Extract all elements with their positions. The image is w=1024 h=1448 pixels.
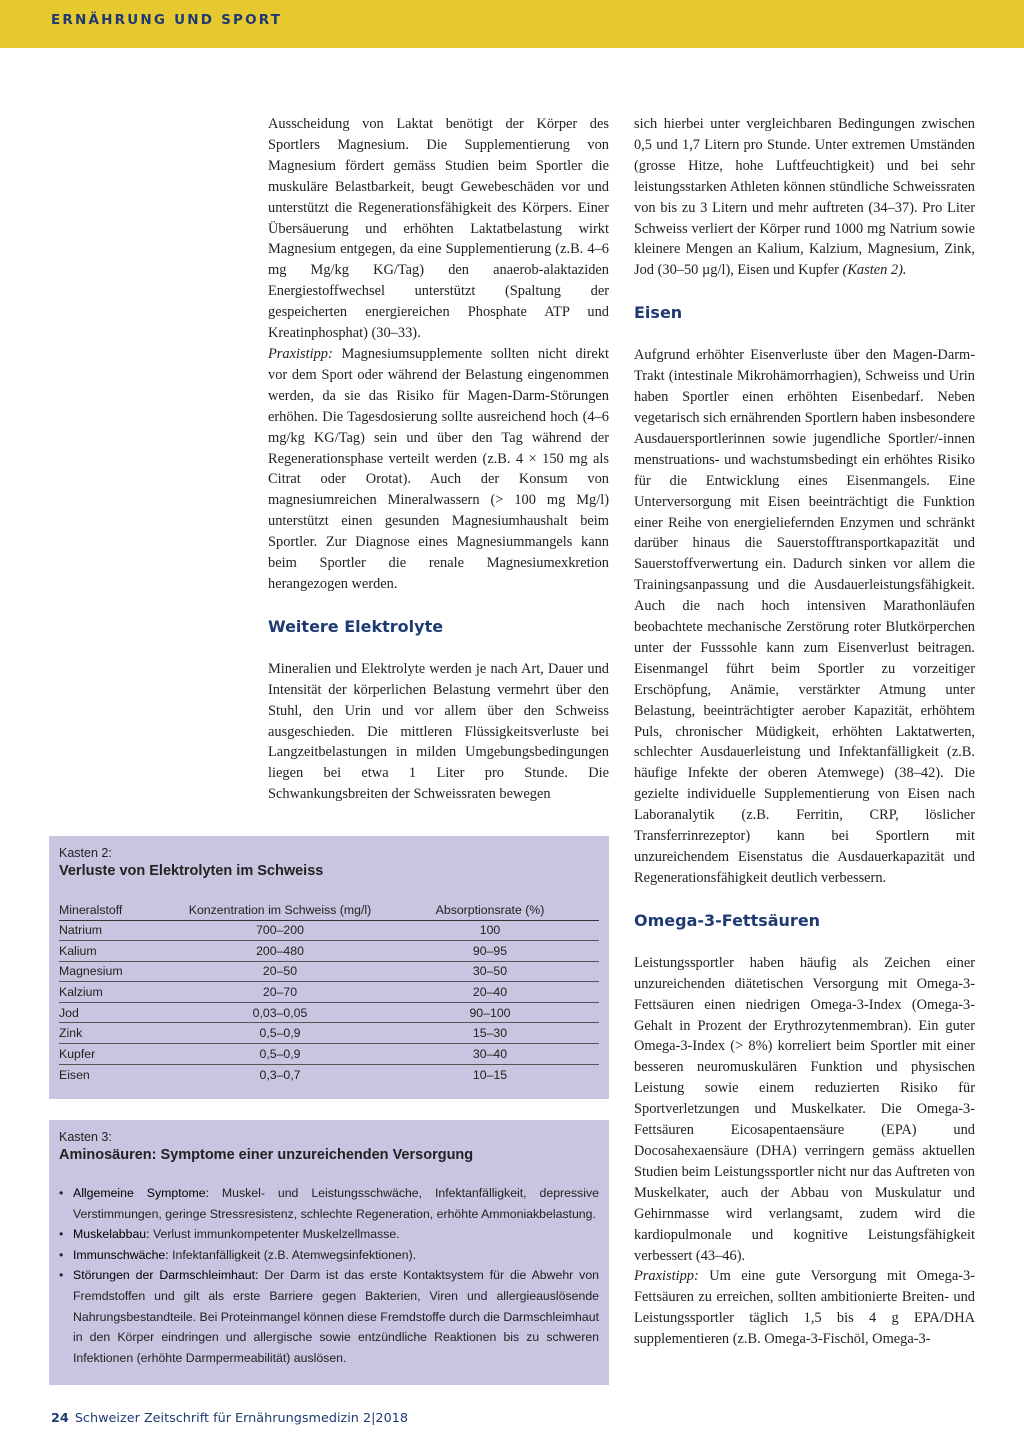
kasten-title: Aminosäuren: Symptome einer unzureichenden Versorgung <box>59 1147 474 1163</box>
left-column <box>268 114 609 805</box>
kasten-label: Kasten 2: <box>59 846 112 860</box>
table-cell: 20–70 <box>179 982 381 1003</box>
list-item <box>59 1245 599 1266</box>
kasten-title: Verluste von Elektrolyten im Schweiss <box>59 863 324 879</box>
table-row <box>59 1023 599 1044</box>
paragraph <box>268 344 609 595</box>
section-title: ERNÄHRUNG UND SPORT <box>51 12 283 28</box>
column-header: Absorptionsrate (%) <box>381 902 599 920</box>
table-cell: 30–40 <box>381 1044 599 1065</box>
table-cell: 700–200 <box>179 920 381 941</box>
table-cell: 15–30 <box>381 1023 599 1044</box>
table-cell: 0,3–0,7 <box>259 1067 301 1082</box>
table-cell: 200–480 <box>179 941 381 962</box>
table-cell: Kalzium <box>59 982 179 1003</box>
column-header: Konzentration im Schweiss (mg/l) <box>179 902 381 920</box>
table-row <box>59 941 599 962</box>
list-item-term: Störungen der Darmschleimhaut: <box>73 1268 259 1283</box>
kasten-2-box <box>49 836 609 1099</box>
table-cell: 100 <box>381 920 599 941</box>
kasten-3-box <box>49 1120 609 1385</box>
table-header-row <box>59 902 599 920</box>
table-cell: 10–15 <box>472 1067 508 1082</box>
heading-weitere-elektrolyte: Weitere Elektrolyte <box>268 616 444 636</box>
table-cell: 0,5–0,9 <box>179 1023 381 1044</box>
table-cell: Jod <box>59 1002 179 1023</box>
table-cell: Magnesium <box>59 961 179 982</box>
table-cell: Natrium <box>59 920 179 941</box>
table-row <box>59 920 599 941</box>
list-item <box>59 1183 599 1224</box>
heading-eisen: Eisen <box>634 303 683 323</box>
table-cell: 90–100 <box>381 1002 599 1023</box>
table-row <box>59 982 599 1003</box>
list-item-term: Allgemeine Symptome: <box>73 1186 209 1200</box>
list-item-term: Muskelabbau: <box>73 1227 150 1242</box>
page-number: 24 <box>51 1411 69 1426</box>
table-row <box>59 1002 599 1023</box>
table-cell: 90–95 <box>381 941 599 962</box>
table-cell: Kalium <box>59 941 179 962</box>
table-row <box>59 1064 599 1085</box>
paragraph <box>634 1266 975 1350</box>
paragraph <box>634 114 975 281</box>
table-cell: 0,03–0,05 <box>179 1002 381 1023</box>
electrolyte-table <box>59 902 599 1085</box>
journal-title: Schweizer Zeitschrift für Ernährungsmedizin 2|2018 <box>74 1411 408 1426</box>
heading-omega-3: Omega-3-Fettsäuren <box>634 910 821 930</box>
list-item-text: Infektanfälligkeit (z.B. Atemwegsinfektionen). <box>168 1247 417 1262</box>
table-cell: Zink <box>59 1023 179 1044</box>
list-item <box>59 1265 599 1368</box>
table-cell: 20–50 <box>179 961 381 982</box>
kasten-reference: (Kasten 2). <box>842 262 907 279</box>
list-item-text: Der Darm ist das erste Kontaktsystem für die Abwehr von Fremdstoffen und gilt als erste Barriere gegen Bakterien, Viren und allergieauslösende Nahrungsbestandteile. Bei Proteinmangel können diese Fremdstoffe durch die Darmschleimhaut in den Körper eindringen und allergische sowie entzündliche Reaktionen bis zu schweren Infektionen (erhöhte Darmpermeabilität) auslösen. <box>73 1268 599 1365</box>
paragraph: Leistungssportler haben häufig als Zeichen einer unzureichenden diätetischen Versorgung mit Omega-3-Fettsäuren einen niedrigen Omega-3-Index (Omega-3-Gehalt in Prozent der Erythrozytenmembran). Ein guter Omega-3-Index (> 8%) korreliert beim Sportler mit einer besseren neuromuskulären Funktion und physischen Leistung sowie einem reduzierten Risiko für Sportverletzungen und Muskelkater. Die Omega-3-Fettsäuren Eicosapentaensäure (EPA) und Docosahexaensäure (DHA) verringern gemäss aktuellen Studien beim Leistungssportler nicht nur das Auftreten von Muskelkater, auch der Abbau von Muskulatur und Gehirnmasse wird verlangsamt, zudem wird die kardiopulmonale und kognitive Leistungsfähigkeit verbessert (43–46). <box>634 954 975 1264</box>
paragraph-text: Magnesiumsupplemente sollten nicht direkt vor dem Sport oder während der Belastung eingenommen werden, da sie das Risiko für Magen-Darm-Störungen erhöhen. Die Tagesdosierung sollte ausreichend hoch (4–6 mg/kg KG/Tag) sein und über den Tag während der Regenerationsphase verteilt werden (z.B. 4 × 150 mg als Citrat oder Orotat). Auch der Konsum von magnesiumreichen Mineralwassern (> 100 mg Mg/l) unterstützt einen gesunden Magnesiumhaushalt beim Sportler. Zur Diagnose eines Magnesiummangels kann beim Sportler die renale Magnesiumexkretion herangezogen werden. <box>268 345 609 592</box>
paragraph-text: Um eine gute Versorgung mit Omega-3-Fettsäuren zu erreichen, sollten ambitionierte Breiten- und Leistungssportler täglich 1,5 bis 4 g EPA/DHA supplementieren (z.B. Omega-3-Fischöl, Omega-3- <box>634 1268 975 1348</box>
table-cell: 20–40 <box>381 982 599 1003</box>
list-item-text: Verlust immunkompetenter Muskelzellmasse. <box>149 1227 400 1242</box>
list-item <box>59 1224 599 1245</box>
table-cell: 0,5–0,9 <box>179 1044 381 1065</box>
list-item-term: Immunschwäche: <box>73 1247 169 1262</box>
paragraph: Mineralien und Elektrolyte werden je nach Art, Dauer und Intensität der körperlichen Belastung vermehrt über den Stuhl, den Urin und vor allem über den Schweiss ausgeschieden. Die mittleren Flüssigkeitsverluste bei Langzeitbelastungen in milden Umgebungsbedingungen liegen bei etwa 1 Liter pro Stunde. Die Schwankungsbreiten der Schweissraten bewegen <box>268 660 609 803</box>
kasten-label: Kasten 3: <box>59 1130 112 1144</box>
table-cell: Eisen <box>59 1067 90 1082</box>
column-header: Mineralstoff <box>59 902 179 920</box>
table-row <box>59 961 599 982</box>
praxistipp-label: Praxistipp: <box>634 1268 699 1285</box>
praxistipp-label: Praxistipp: <box>268 345 333 362</box>
table-cell: 30–50 <box>381 961 599 982</box>
paragraph: Ausscheidung von Laktat benötigt der Körper des Sportlers Magnesium. Die Supplementierung von Magnesium fördert gemäss Studien beim Sportler die muskuläre Belastbarkeit, beugt Gewebeschäden vor und unterstützt die Regenerationsfähigkeit des Körpers. Einer Übersäuerung und erhöhten Laktatbelastung wirkt Magnesium entgegen, da eine Supplementierung (z.B. 4–6 mg Mg/kg KG/Tag) den anaerob-alaktaziden Energiestoffwechsel unterstützt (Spaltung der gespeicherten energiereichen Phosphate ATP und Kreatinphosphat) (30–33). <box>268 116 609 342</box>
paragraph-text: sich hierbei unter vergleichbaren Bedingungen zwischen 0,5 und 1,7 Litern pro Stunde. Unter extremen Umständen (grosse Hitze, hohe Luftfeuchtigkeit) und bei sehr leistungsstarken Athleten können stündliche Schweissraten von bis zu 3 Litern und mehr auftreten (34–37). Pro Liter Schweiss verliert der Körper rund 1000 mg Natrium sowie kleinere Mengen an Kalium, Kalzium, Magnesium, Zink, Jod (30–50 µg/l), Eisen und Kupfer <box>634 116 975 279</box>
table-row <box>59 1044 599 1065</box>
right-column <box>634 114 975 1350</box>
page-footer <box>51 1411 408 1426</box>
list-item-text: Muskel- und Leistungsschwäche, Infektanfälligkeit, depressive Verstimmungen, geringe Stressresistenz, schlechte Regeneration, erhöhte Ammoniakbelastung. <box>73 1186 599 1221</box>
symptom-list <box>59 1183 599 1368</box>
table-cell: Kupfer <box>59 1044 179 1065</box>
paragraph: Aufgrund erhöhter Eisenverluste über den Magen-Darm-Trakt (intestinale Mikrohämorrhagien), Schweiss und Urin haben Sportler einen erhöhten Eisenbedarf. Neben vegetarisch sich ernährenden Sportlern haben insbesondere Ausdauersportlerinnen sowie jugendliche Sportler/-innen menstruations- und wachstumsbedingt ein erhöhtes Risiko für die Entwicklung eines Eisenmangels. Eine Unterversorgung mit Eisen beeinträchtigt die Funktion einer Reihe von energieliefernden Enzymen und schränkt darüber hinaus die Sauerstofftransportkapazität und Sauerstoffverwertung ein. Dadurch sinken vor allem die Trainingsanpassung und die Ausdauerleistungsfähigkeit. Auch die nach hoch intensiven Marathonläufen beobachtete mechanische Zerstörung roter Blutkörperchen unter der Fusssohle kann zum Eisenverlust beitragen. Eisenmangel führt beim Sportler zu vorzeitiger Erschöpfung, Anämie, verstärkter Atmung unter Belastung, beeinträchtigter aerober Kapazität, erhöhtem Puls, chronischer Müdigkeit, erhöhten Laktatwerten, schlechter Ausdauerleistung und Infektanfälligkeit (z.B. häufige Infekte der oberen Atemwege) (38–42). Die gezielte individuelle Supplementierung von Eisen nach Laboranalytik (z.B. Ferritin, CRP, löslicher Transferrinrezeptor) kann bei Sportlern mit unzureichendem Eisenstatus die Ausdauerkapazität und Regenerationsfähigkeit deutlich verbessern. <box>634 347 975 886</box>
